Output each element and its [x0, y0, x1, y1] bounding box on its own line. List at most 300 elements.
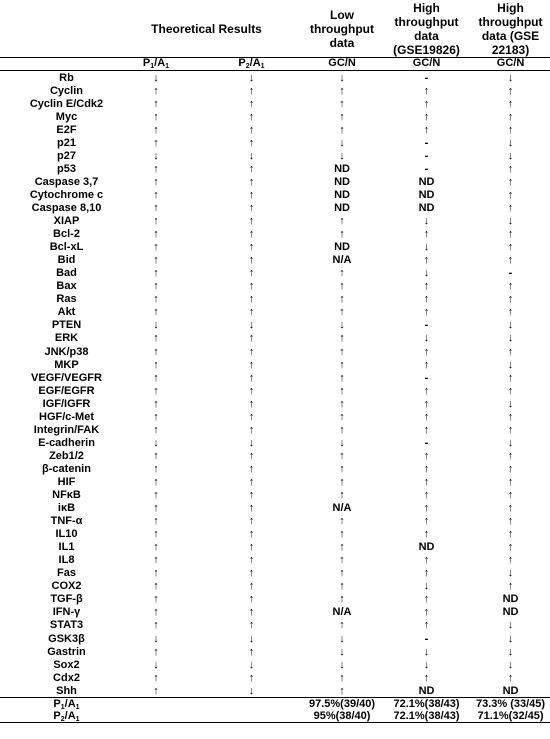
cell-high2: ↓ — [507, 136, 514, 149]
table-body — [0, 71, 550, 698]
cell-p2: ↑ — [248, 423, 255, 436]
summary-high2: 71.1%(32/45) — [471, 710, 550, 723]
gene-name: HIF — [57, 475, 76, 488]
gene-name-cell — [0, 515, 111, 528]
cell-p1: ↑ — [153, 162, 159, 175]
table-row — [0, 410, 550, 423]
cell-p1: ↓ — [153, 632, 159, 645]
cell-high1: - — [424, 319, 429, 332]
cell-p2: ↑ — [248, 645, 255, 658]
cell-high2: ↑ — [507, 528, 514, 541]
cell-high1: - — [424, 436, 429, 449]
gene-name: STAT3 — [49, 619, 84, 632]
cell-high1: - — [424, 136, 429, 149]
cell-high2: ↑ — [507, 371, 514, 384]
cell-p2: ↑ — [248, 567, 255, 580]
cell-high1: ↑ — [423, 489, 430, 502]
cell-p2: ↑ — [248, 515, 255, 528]
table-row — [0, 136, 550, 149]
cell-low: ↑ — [339, 84, 345, 97]
cell-high2: ↑ — [507, 241, 514, 254]
gene-name-cell — [0, 149, 111, 162]
table-row — [0, 397, 550, 410]
cell-high1: ↑ — [423, 593, 430, 606]
table-row — [0, 515, 550, 528]
gene-name-cell — [0, 293, 111, 306]
gene-name-cell — [0, 71, 111, 85]
subheader-p1-sub2: 1 — [165, 63, 170, 70]
cell-high2: ↑ — [507, 345, 514, 358]
gene-name-cell — [0, 436, 111, 449]
cell-low: ↓ — [339, 149, 345, 162]
table-header — [0, 0, 550, 71]
summary-row — [0, 698, 550, 711]
gene-name-cell — [0, 645, 111, 658]
gene-name: Bax — [56, 280, 77, 293]
cell-p1: ↑ — [153, 110, 159, 123]
cell-low: ↑ — [339, 215, 345, 228]
gene-name: Caspase 8,10 — [31, 201, 102, 214]
subheader-high2-gcn: GC/N — [471, 58, 550, 71]
cell-p2: ↓ — [248, 319, 255, 332]
cell-high2: ↑ — [507, 162, 514, 175]
cell-p1: ↑ — [153, 201, 159, 214]
gene-name: PTEN — [51, 319, 82, 332]
gene-name: p21 — [57, 136, 76, 149]
gene-name-cell — [0, 554, 111, 567]
cell-high1: ↑ — [423, 449, 430, 462]
cell-high2: ↑ — [507, 306, 514, 319]
cell-p2: ↑ — [248, 175, 255, 188]
table-summary — [0, 698, 550, 723]
summary-low: 95%(38/40) — [302, 710, 382, 723]
cell-high1: ↑ — [423, 306, 430, 319]
cell-high1: ND — [418, 175, 435, 188]
gene-name: Integrin/FAK — [33, 423, 100, 436]
cell-high1: ↑ — [423, 423, 430, 436]
table-row — [0, 671, 550, 684]
cell-low: ↑ — [339, 332, 345, 345]
gene-name: IL8 — [58, 554, 75, 567]
cell-p2: ↑ — [248, 502, 255, 515]
table-row — [0, 606, 550, 619]
summary-blank — [201, 698, 302, 711]
cell-p2: ↑ — [248, 345, 255, 358]
table-row — [0, 254, 550, 267]
gene-name: COX2 — [51, 580, 82, 593]
cell-high1: ↑ — [423, 280, 430, 293]
gene-name-cell — [0, 671, 111, 684]
cell-high1: ↓ — [423, 267, 430, 280]
subheader-row — [0, 58, 550, 71]
gene-name: E-cadherin — [38, 436, 95, 449]
summary-label-main: P — [53, 698, 61, 711]
gene-name: TGF-β — [50, 593, 83, 606]
cell-p1: ↑ — [153, 241, 159, 254]
table-row — [0, 384, 550, 397]
cell-p2: ↓ — [248, 632, 255, 645]
subheader-p1-a1 — [111, 58, 201, 71]
gene-name: Zeb1/2 — [49, 449, 84, 462]
cell-low: ND — [334, 241, 350, 254]
cell-p1: ↑ — [153, 306, 159, 319]
cell-p1: ↑ — [153, 293, 159, 306]
cell-p1: ↑ — [153, 541, 159, 554]
cell-high1: ↑ — [423, 410, 430, 423]
cell-p1: ↑ — [153, 423, 159, 436]
cell-low: ↓ — [339, 645, 345, 658]
cell-low: ↑ — [339, 593, 345, 606]
cell-high1: ↑ — [423, 567, 430, 580]
gene-name: Sox2 — [53, 658, 80, 671]
cell-high2: ND — [502, 606, 519, 619]
cell-high2: ND — [471, 684, 550, 698]
cell-p2: ↑ — [248, 254, 255, 267]
gene-name-cell — [0, 384, 111, 397]
cell-high2: ↑ — [507, 541, 514, 554]
cell-high2: ↓ — [507, 215, 514, 228]
cell-high2: - — [508, 267, 513, 280]
table-row — [0, 489, 550, 502]
cell-p1: ↑ — [153, 280, 159, 293]
gene-name-cell — [0, 267, 111, 280]
cell-high2: ↑ — [507, 580, 514, 593]
gene-name: Ras — [56, 293, 77, 306]
table-row — [0, 593, 550, 606]
gene-name: IL1 — [58, 541, 75, 554]
cell-high2: ↓ — [507, 436, 514, 449]
subheader-p1-main: P — [142, 57, 151, 69]
table-row — [0, 462, 550, 475]
cell-p1: ↑ — [153, 619, 159, 632]
table-row — [0, 84, 550, 97]
gene-name-cell — [0, 684, 111, 698]
table-row — [0, 580, 550, 593]
cell-p1: ↑ — [153, 475, 159, 488]
cell-p2: ↑ — [248, 110, 255, 123]
table-row — [0, 554, 550, 567]
table-row — [0, 619, 550, 632]
subheader-p1-sep: /A — [154, 57, 166, 69]
cell-p1: ↑ — [153, 554, 159, 567]
cell-p2: ↑ — [248, 188, 255, 201]
table-row — [0, 149, 550, 162]
gene-name: Bid — [57, 254, 76, 267]
cell-high2: ↑ — [507, 502, 514, 515]
cell-low: ↑ — [339, 280, 345, 293]
gene-name: Bad — [56, 267, 77, 280]
subheader-blank — [0, 58, 111, 71]
cell-high2: ↓ — [507, 567, 514, 580]
cell-p2: ↓ — [248, 71, 255, 84]
cell-high1: ↑ — [423, 606, 430, 619]
cell-high2: ↑ — [507, 97, 514, 110]
cell-high1: ↑ — [423, 293, 430, 306]
cell-low: ↑ — [339, 528, 345, 541]
cell-high1: ↑ — [423, 528, 430, 541]
gene-name: GSK3β — [48, 632, 85, 645]
cell-high2: ↓ — [507, 397, 514, 410]
summary-label-sub2: 1 — [75, 704, 80, 712]
table-row — [0, 632, 550, 645]
gene-name: Cytochrome c — [29, 188, 104, 201]
table-row — [0, 319, 550, 332]
summary-low: 97.5%(39/40) — [308, 698, 376, 711]
gene-name-cell — [0, 175, 111, 188]
cell-low: ↑ — [339, 541, 345, 554]
gene-name-cell — [0, 110, 111, 123]
gene-name-cell — [0, 593, 111, 606]
subheader-p2-sub2: 1 — [260, 63, 265, 70]
summary-label-sep: /A — [64, 698, 76, 711]
gene-name-cell — [0, 567, 111, 580]
cell-p1: ↑ — [153, 84, 159, 97]
cell-p1: ↑ — [153, 606, 159, 619]
cell-p1: ↓ — [153, 71, 159, 84]
cell-high2: ↑ — [507, 489, 514, 502]
cell-p1: ↑ — [153, 123, 159, 136]
gene-name-cell — [0, 254, 111, 267]
gene-name: IFN-γ — [52, 606, 81, 619]
gene-name: NFκB — [52, 489, 81, 502]
table-row — [0, 201, 550, 214]
cell-p1: ↑ — [153, 528, 159, 541]
gene-name-cell — [0, 319, 111, 332]
gene-name: Shh — [56, 684, 77, 697]
cell-high1: - — [424, 162, 429, 175]
cell-p2: ↑ — [248, 475, 255, 488]
table-row — [0, 71, 550, 85]
cell-p2: ↑ — [248, 123, 255, 136]
cell-low: ↑ — [339, 123, 345, 136]
gene-name: ERK — [54, 332, 79, 345]
subheader-p2-a1 — [201, 58, 302, 71]
table-row — [0, 228, 550, 241]
gene-name-cell — [0, 475, 111, 488]
cell-p2: ↑ — [248, 410, 255, 423]
cell-high1: ↑ — [423, 228, 430, 241]
cell-p2: ↑ — [248, 162, 255, 175]
cell-low: ↑ — [339, 671, 345, 684]
cell-high1: ND — [418, 201, 435, 214]
header-high-throughput-gse22183: High throughput data (GSE 22183) — [478, 0, 543, 57]
gene-name-cell — [0, 606, 111, 619]
cell-low: ↑ — [339, 567, 345, 580]
cell-high2: ↓ — [507, 358, 514, 371]
cell-p1: ↓ — [153, 436, 159, 449]
cell-high2: ↑ — [507, 384, 514, 397]
gene-name-cell — [0, 632, 111, 645]
table-row — [0, 345, 550, 358]
cell-high2: ↑ — [507, 110, 514, 123]
cell-high1: ↑ — [423, 397, 430, 410]
gene-name: Bcl-xL — [49, 241, 84, 254]
summary-blank — [111, 710, 201, 723]
cell-high2: ↓ — [507, 319, 514, 332]
table-row — [0, 188, 550, 201]
cell-p2: ↑ — [248, 449, 255, 462]
cell-low: ↑ — [339, 306, 345, 319]
gene-name: HGF/c-Met — [39, 410, 94, 423]
cell-p2: ↑ — [248, 384, 255, 397]
cell-p2: ↓ — [248, 149, 255, 162]
gene-name: JNK/p38 — [44, 345, 89, 358]
cell-low: ↑ — [339, 619, 345, 632]
gene-name: VEGF/VEGFR — [31, 371, 102, 384]
cell-p1: ↑ — [153, 267, 159, 280]
gene-name: Caspase 3,7 — [34, 175, 99, 188]
cell-p2: ↑ — [248, 528, 255, 541]
subheader-low-gcn: GC/N — [302, 58, 382, 71]
gene-name: Myc — [55, 110, 78, 123]
gene-name-cell — [0, 358, 111, 371]
gene-name-cell — [0, 580, 111, 593]
cell-high2: ↑ — [507, 123, 514, 136]
gene-name-cell — [0, 162, 111, 175]
gene-name: TNF-α — [50, 515, 83, 528]
cell-p2: ↑ — [248, 293, 255, 306]
cell-low: ↓ — [339, 632, 345, 645]
table-row — [0, 293, 550, 306]
gene-name: Cyclin E/Cdk2 — [29, 97, 104, 110]
table-row — [0, 645, 550, 658]
cell-high1: ↑ — [423, 671, 430, 684]
gene-name: Akt — [57, 306, 76, 319]
cell-p1: ↓ — [153, 658, 159, 671]
cell-high2: ↓ — [507, 149, 514, 162]
cell-high2: ↑ — [507, 201, 514, 214]
cell-p1: ↓ — [153, 149, 159, 162]
cell-high1: ND — [418, 541, 435, 554]
cell-high1: ↑ — [423, 384, 430, 397]
cell-p1: ↑ — [153, 515, 159, 528]
cell-high2: ↑ — [507, 280, 514, 293]
summary-high2: 73.3% (33/45) — [475, 698, 546, 711]
table-row — [0, 110, 550, 123]
cell-p2: ↑ — [248, 358, 255, 371]
cell-high2: ↓ — [507, 332, 514, 345]
table-row — [0, 97, 550, 110]
subheader-p2-main: P — [238, 57, 246, 69]
cell-low: ↑ — [339, 110, 345, 123]
table-row — [0, 358, 550, 371]
gene-name: Cdx2 — [53, 671, 80, 684]
cell-high2: ↑ — [507, 475, 514, 488]
gene-name: β-catenin — [42, 462, 91, 475]
cell-high1: ↑ — [423, 110, 430, 123]
cell-p2: ↑ — [248, 280, 255, 293]
cell-low: N/A — [332, 254, 352, 267]
cell-high1: ↑ — [423, 84, 430, 97]
table-row — [0, 502, 550, 515]
subheader-p1-sub: 1 — [150, 63, 155, 70]
cell-low: ↑ — [339, 267, 345, 280]
cell-low: ND — [334, 175, 350, 188]
cell-p2: ↑ — [248, 332, 255, 345]
gene-name-cell — [0, 489, 111, 502]
gene-name-cell — [0, 541, 111, 554]
header-blank — [0, 0, 111, 58]
cell-high1: ↑ — [423, 358, 430, 371]
cell-low: ↑ — [339, 358, 345, 371]
cell-p2: ↑ — [248, 671, 255, 684]
cell-p2: ↑ — [248, 84, 255, 97]
table-row — [0, 175, 550, 188]
table-row — [0, 567, 550, 580]
gene-name: E2F — [56, 123, 77, 136]
gene-name: IL10 — [55, 528, 78, 541]
cell-p2: ↑ — [248, 267, 255, 280]
cell-high2: ↓ — [507, 658, 514, 671]
cell-high2: ↑ — [507, 515, 514, 528]
gene-name-cell — [0, 123, 111, 136]
gene-name: EGF/EGFR — [38, 384, 95, 397]
header-theoretical: Theoretical Results — [151, 21, 262, 36]
gene-name-cell — [0, 136, 111, 149]
summary-label-sub: 1 — [60, 704, 65, 712]
cell-p1: ↑ — [153, 358, 159, 371]
gene-name: Cyclin — [49, 84, 83, 97]
gene-name: Gastrin — [47, 645, 86, 658]
table-row — [0, 528, 550, 541]
cell-high1: ↑ — [423, 475, 430, 488]
summary-label-sub2: 1 — [75, 716, 80, 724]
summary-label-sub: 2 — [60, 716, 65, 724]
table-row — [0, 215, 550, 228]
cell-high2: ↑ — [507, 84, 514, 97]
cell-p2: ↑ — [248, 593, 255, 606]
cell-low: ↑ — [302, 684, 382, 698]
cell-p2: ↑ — [248, 541, 255, 554]
header-row — [0, 0, 550, 58]
gene-name: iκB — [57, 502, 76, 515]
cell-p2: ↓ — [248, 658, 255, 671]
gene-name-cell — [0, 502, 111, 515]
cell-p2: ↑ — [248, 97, 255, 110]
cell-high2: ↑ — [507, 462, 514, 475]
subheader-p2-sep: /A — [249, 57, 261, 69]
table-row — [0, 267, 550, 280]
cell-high1: ↑ — [423, 462, 430, 475]
gene-name: MKP — [54, 358, 79, 371]
gene-name: p53 — [57, 162, 76, 175]
gene-name-cell — [0, 332, 111, 345]
gene-name-cell — [0, 619, 111, 632]
table-row — [0, 541, 550, 554]
cell-low: ND — [334, 162, 350, 175]
gene-name-cell — [0, 84, 111, 97]
gene-name-cell — [0, 306, 111, 319]
cell-p1: ↑ — [153, 593, 159, 606]
summary-label-main: P — [53, 710, 61, 723]
table-row — [0, 162, 550, 175]
cell-p1: ↑ — [153, 188, 159, 201]
cell-p1: ↑ — [153, 449, 159, 462]
gene-name-cell — [0, 215, 111, 228]
cell-p2: ↑ — [248, 201, 255, 214]
table-row — [0, 658, 550, 671]
cell-low: ND — [334, 188, 350, 201]
cell-high1: ↓ — [423, 241, 430, 254]
table-row — [0, 280, 550, 293]
cell-high1: ↑ — [423, 123, 430, 136]
cell-high1: ↑ — [423, 345, 430, 358]
gene-name-cell — [0, 449, 111, 462]
gene-name-cell — [0, 97, 111, 110]
cell-high1: - — [424, 71, 429, 84]
cell-high2: ↑ — [507, 671, 514, 684]
table-row — [0, 241, 550, 254]
